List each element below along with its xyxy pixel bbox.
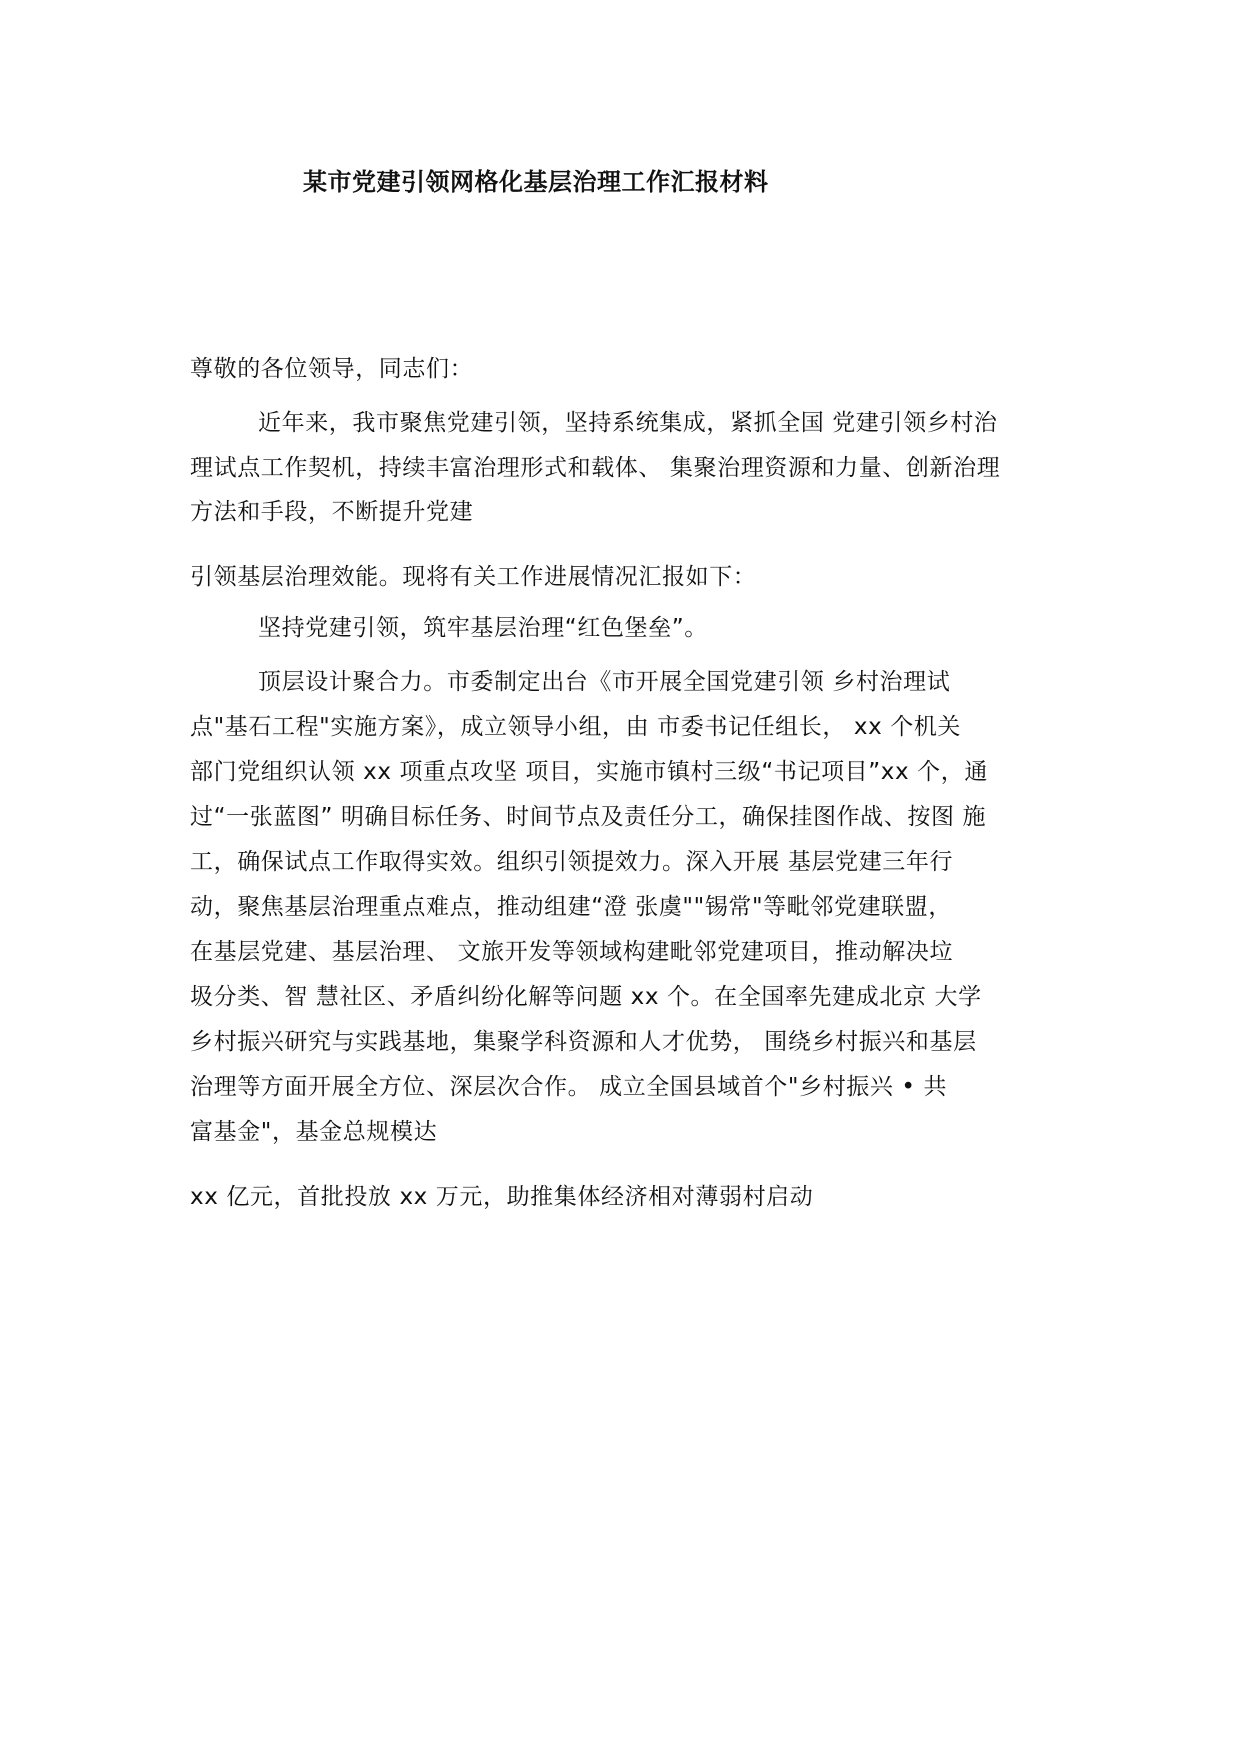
salutation: 尊敬的各位领导，同志们：	[190, 356, 474, 382]
section-heading: 坚持党建引领，筑牢基层治理“红色堡垒”。	[258, 615, 708, 641]
body-line: 部门党组织认领 xx 项重点攻坚 项目，实施市镇村三级“书记项目”xx 个，通	[190, 759, 988, 785]
body-line: 顶层设计聚合力。市委制定出台《市开展全国党建引领 乡村治理试	[258, 669, 951, 695]
body-line: xx 亿元，首批投放 xx 万元，助推集体经济相对薄弱村启动	[190, 1184, 814, 1210]
body-line: 治理等方面开展全方位、深层次合作。 成立全国县域首个"乡村振兴 • 共	[190, 1074, 948, 1100]
body-line: 乡村振兴研究与实践基地，集聚学科资源和人才优势， 围绕乡村振兴和基层	[190, 1029, 977, 1055]
body-line: 动，聚焦基层治理重点难点，推动组建“澄 张虞""锡常"等毗邻党建联盟，	[190, 894, 952, 920]
body-line: 工，确保试点工作取得实效。组织引领提效力。深入开展 基层党建三年行	[190, 849, 954, 875]
body-line: 点"基石工程"实施方案》，成立领导小组，由 市委书记任组长， xx 个机关	[190, 714, 962, 740]
body-line: 富基金"，基金总规模达	[190, 1119, 438, 1145]
body-line: 方法和手段，不断提升党建	[190, 499, 474, 525]
document-title: 某市党建引领网格化基层治理工作汇报材料	[303, 168, 769, 196]
body-line: 引领基层治理效能。现将有关工作进展情况汇报如下：	[190, 564, 757, 590]
body-line: 过“一张蓝图” 明确目标任务、时间节点及责任分工，确保挂图作战、按图 施	[190, 804, 987, 830]
body-line: 近年来，我市聚焦党建引领，坚持系统集成，紧抓全国 党建引领乡村治	[258, 410, 998, 436]
body-line: 圾分类、智 慧社区、矛盾纠纷化解等问题 xx 个。在全国率先建成北京 大学	[190, 984, 982, 1010]
body-line: 理试点工作契机，持续丰富治理形式和载体、 集聚治理资源和力量、创新治理	[190, 455, 1001, 481]
body-line: 在基层党建、基层治理、 文旅开发等领域构建毗邻党建项目，推动解决垃	[190, 939, 954, 965]
